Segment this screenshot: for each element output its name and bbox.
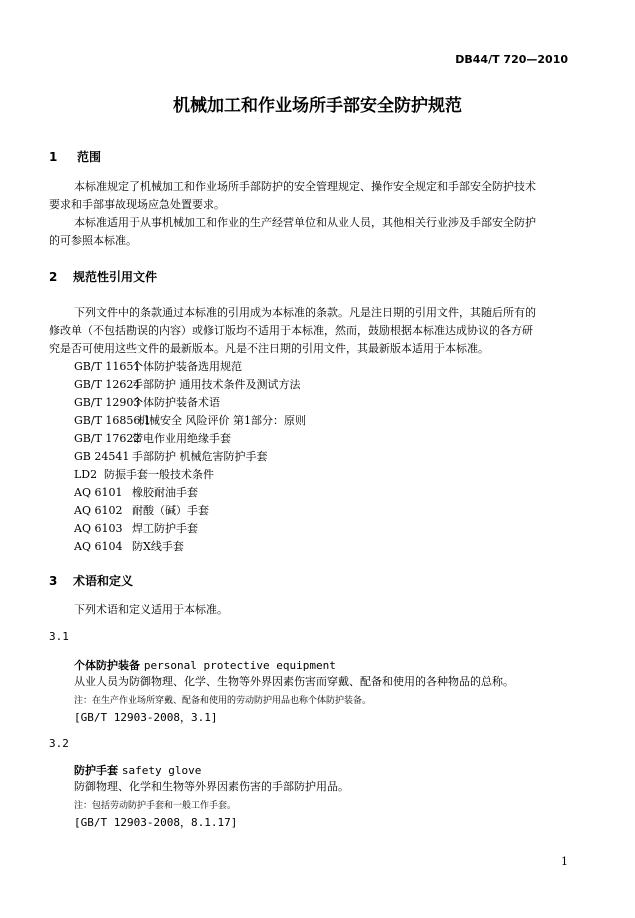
paragraph-line: 下列术语和定义适用于本标准。 [74, 603, 228, 616]
term-source: [GB/T 12903-2008，3.1] [74, 711, 218, 724]
reference-name: 橡胶耐油手套 [132, 486, 198, 499]
reference-name: 防X线手套 [132, 540, 184, 553]
paragraph-line: 修改单（不包括勘误的内容）或修订版均不适用于本标准，然而，鼓励根据本标准达成协议的各方研 [49, 324, 533, 337]
paragraph-line: 的可参照本标准。 [49, 234, 137, 247]
reference-code: GB/T 16856.1 [74, 414, 151, 427]
term-entry [74, 762, 201, 778]
term-chinese: 防护手套 [74, 764, 118, 777]
subsection-number: 3.1 [49, 630, 69, 643]
reference-name: 焊工防护手套 [132, 522, 198, 535]
reference-code: AQ 6101 [74, 486, 123, 499]
reference-item [74, 520, 198, 536]
reference-code: GB/T 12624 [74, 378, 141, 391]
reference-name: 个体防护装备选用规范 [132, 360, 242, 373]
paragraph-line: 要求和手部事故现场应急处置要求。 [49, 198, 225, 211]
section-title: 术语和定义 [73, 574, 134, 588]
reference-code: GB/T 17622 [74, 432, 141, 445]
term-entry [74, 657, 336, 673]
paragraph-line: 本标准规定了机械加工和作业场所手部防护的安全管理规定、操作安全规定和手部安全防护技术 [74, 180, 536, 193]
reference-item [74, 484, 198, 500]
section-title: 范围 [77, 150, 102, 164]
reference-name: 带电作业用绝缘手套 [132, 432, 231, 445]
reference-name: 手部防护 通用技术条件及测试方法 [132, 378, 301, 391]
reference-code: AQ 6102 [74, 504, 123, 517]
reference-name: 手部防护 机械危害防护手套 [132, 450, 268, 463]
term-english: safety glove [121, 764, 202, 777]
reference-code: GB/T 11651 [74, 360, 141, 373]
reference-code: LD2 [74, 468, 98, 481]
paragraph-line: 究是否可使用这些文件的最新版本。凡是不注日期的引用文件，其最新版本适用于本标准。 [49, 342, 489, 355]
reference-item [74, 430, 231, 446]
term-source: [GB/T 12903-2008，8.1.17] [74, 816, 238, 829]
reference-code: AQ 6103 [74, 522, 123, 535]
term-note: 注：在生产作业场所穿戴、配备和使用的劳动防护用品也称个体防护装备。 [74, 696, 372, 706]
reference-name: 防振手套一般技术条件 [104, 468, 214, 481]
term-note: 注：包括劳动防护手套和一般工作手套。 [74, 801, 237, 811]
section-3-heading [49, 572, 133, 589]
reference-item [74, 412, 306, 428]
section-2-heading [49, 268, 157, 285]
document-number: DB44/T 720—2010 [455, 53, 568, 66]
paragraph-line: 本标准适用于从事机械加工和作业的生产经营单位和从业人员，其他相关行业涉及手部安全防护 [74, 216, 536, 229]
reference-name: 机械安全 风险评价 第1部分：原则 [138, 414, 306, 427]
reference-code: GB/T 12903 [74, 396, 141, 409]
reference-item [74, 394, 220, 410]
section-title: 规范性引用文件 [73, 270, 158, 284]
reference-code: AQ 6104 [74, 540, 123, 553]
reference-name: 个体防护装备术语 [132, 396, 220, 409]
term-definition: 防御物理、化学和生物等外界因素伤害的手部防护用品。 [74, 780, 349, 793]
section-1-heading [49, 148, 101, 165]
reference-code: GB 24541 [74, 450, 130, 463]
paragraph-line: 下列文件中的条款通过本标准的引用成为本标准的条款。凡是注日期的引用文件，其随后所有的 [74, 306, 536, 319]
section-number: 3 [49, 574, 58, 588]
reference-item [74, 502, 209, 518]
reference-item [74, 448, 268, 464]
section-number: 2 [49, 270, 58, 284]
reference-item [74, 358, 242, 374]
reference-item [74, 466, 214, 482]
subsection-number: 3.2 [49, 737, 69, 750]
term-chinese: 个体防护装备 [74, 659, 140, 672]
term-english: personal protective equipment [143, 659, 336, 672]
section-number: 1 [49, 150, 58, 164]
reference-item [74, 538, 184, 554]
term-definition: 从业人员为防御物理、化学、生物等外界因素伤害而穿戴、配备和使用的各种物品的总称。 [74, 675, 514, 688]
reference-name: 耐酸（碱）手套 [132, 504, 209, 517]
page-number: 1 [561, 855, 568, 868]
reference-item [74, 376, 301, 392]
document-title: 机械加工和作业场所手部安全防护规范 [173, 96, 462, 116]
